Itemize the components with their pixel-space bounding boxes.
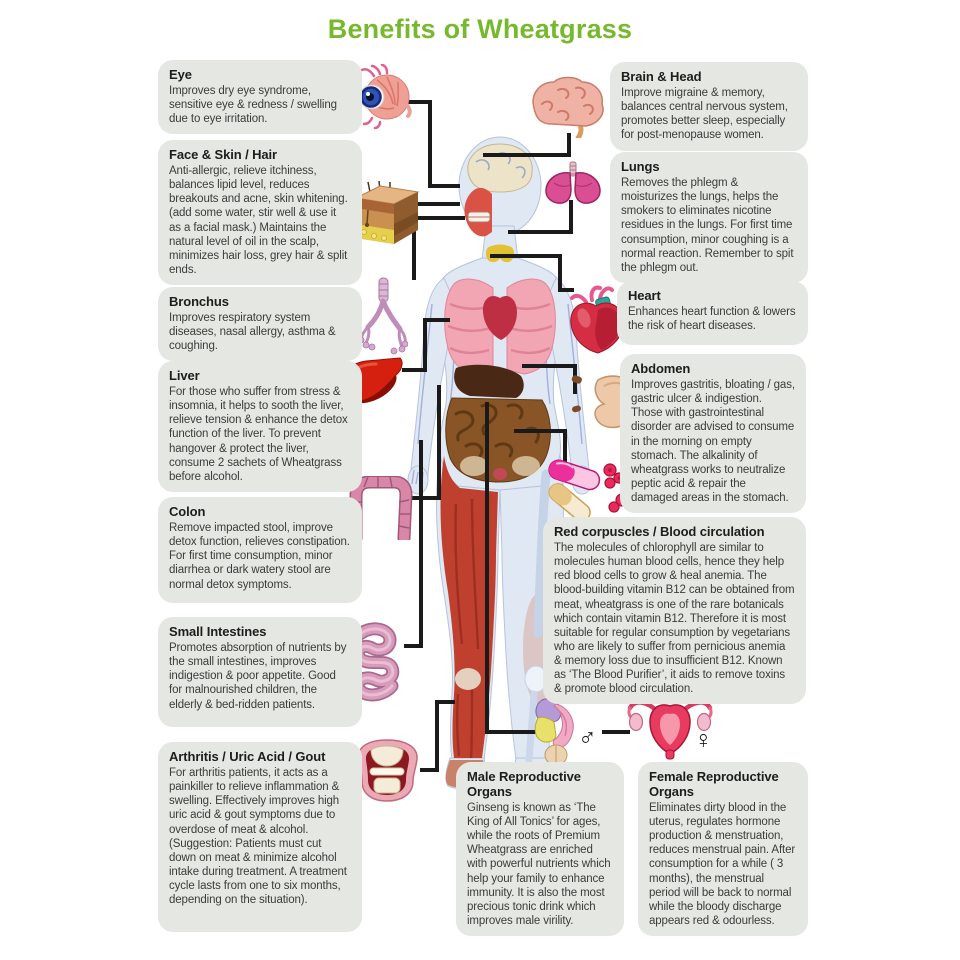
- info-box-male-reproductive-heading: Male Reproductive Organs: [467, 769, 581, 799]
- connector-line: [522, 364, 577, 368]
- info-box-heart: [617, 281, 808, 345]
- info-box-lungs-body: Removes the phlegm & moisturizes the lungs, helps the smokers to eliminates nicotine residues in the lungs. For first time consumption, minor coughing is a normal reaction. Remember to spit the phlegm out.: [621, 176, 794, 274]
- info-box-arthritis: [158, 742, 362, 932]
- connector-line: [428, 184, 460, 188]
- eye-icon: [360, 64, 414, 130]
- info-box-abdomen-heading: Abdomen: [631, 361, 691, 376]
- connector-line: [435, 700, 455, 704]
- info-box-heart-body: Enhances heart function & lowers the risk of heart diseases.: [628, 305, 796, 333]
- info-box-colon-heading: Colon: [169, 504, 206, 519]
- figure-uterus: [493, 468, 507, 480]
- info-box-male-reproductive: [456, 762, 624, 936]
- info-box-face-skin-hair-body: Anti-allergic, relieve itchiness, balances lipid level, reduces breakouts and acne, skin whitening. (add some water, stir well & use it as a facial mask.) Maintains the natural level of oil in the scalp, minimizes hair loss, grey hair & split ends.: [169, 164, 348, 276]
- info-box-lungs-heading: Lungs: [621, 159, 660, 174]
- info-box-brain-head-heading: Brain & Head: [621, 69, 702, 84]
- connector-line: [435, 700, 439, 772]
- connector-line: [423, 318, 427, 372]
- page-title: Benefits of Wheatgrass: [327, 14, 633, 44]
- connector-line: [420, 768, 439, 772]
- lungs-icon: [542, 161, 604, 205]
- info-box-abdomen: [620, 354, 806, 513]
- knee-joint-icon: [354, 738, 422, 802]
- info-box-heart-heading: Heart: [628, 288, 661, 303]
- connector-line: [428, 100, 432, 188]
- info-box-brain-head: [610, 62, 808, 151]
- info-box-small-intestines: [158, 617, 362, 727]
- connector-line: [485, 402, 489, 734]
- info-box-male-reproductive-body: Ginseng is known as ‘The King of All Tonics’ for ages, while the roots of Premium Wheatgrass are enriched with powerful nutrients which help your family to enhance immunity. It is also the most precious tonic drink which improves male virility.: [467, 801, 611, 927]
- info-box-colon: [158, 497, 362, 603]
- info-box-face-skin-hair-heading: Face & Skin / Hair: [169, 147, 278, 162]
- info-box-female-reproductive-heading: Female Reproductive Organs: [649, 769, 779, 799]
- info-box-liver: [158, 361, 362, 492]
- connector-line: [490, 254, 562, 258]
- info-box-bronchus-body: Improves respiratory system diseases, nasal allergy, asthma & coughing.: [169, 311, 336, 353]
- info-box-eye-heading: Eye: [169, 67, 192, 82]
- connector-line: [404, 644, 423, 648]
- info-box-red-corpuscles-heading: Red corpuscles / Blood circulation: [554, 524, 765, 539]
- connector-line: [514, 429, 567, 433]
- connector-line: [423, 318, 450, 322]
- connector-line: [419, 440, 423, 648]
- info-box-eye-body: Improves dry eye syndrome, sensitive eye & redness / swelling due to eye irritation.: [169, 84, 337, 126]
- connector-line: [437, 385, 441, 500]
- male-reproductive-icon: [532, 696, 584, 766]
- connector-line: [558, 254, 562, 292]
- info-box-small-intestines-heading: Small Intestines: [169, 624, 267, 639]
- male-symbol: ♂: [578, 724, 597, 752]
- info-box-abdomen-body: Improves gastritis, bloating / gas, gastric ulcer & indigestion. Those with gastrointestinal disorder are advised to consume in the morning on empty stomach. The alkalinity of wheatgrass works to neutralize peptic acid & repair the damaged areas in the stomach.: [631, 378, 795, 505]
- info-box-arthritis-body: For arthritis patients, it acts as a painkiller to relieve inflammation & swelling. Effectively improves high uric acid & gout symptoms due to overdose of meat & alcohol. (Suggestion: Patients must cut down on meat & minimize alcohol intake during treatment. A treatment cycle lasts from one to six months, depending on the situation).: [169, 766, 347, 907]
- info-box-face-skin-hair: [158, 140, 362, 285]
- info-box-lungs: [610, 152, 808, 283]
- connector-line: [508, 230, 573, 234]
- female-symbol: ♀: [694, 726, 713, 754]
- info-box-red-corpuscles: [543, 517, 806, 704]
- info-box-female-reproductive-body: Eliminates dirty blood in the uterus, regulates hormone production & menstruation, reduces menstrual pain. After consumption for a while ( 3 months), the menstrual period will be back to normal while the bloody discharge appears red & odourless.: [649, 801, 796, 927]
- connector-line: [569, 200, 573, 234]
- info-box-female-reproductive: [638, 762, 808, 936]
- connector-line: [483, 153, 571, 157]
- info-box-liver-body: For those who suffer from stress & insomnia, it helps to sooth the liver, relieve tension & enhance the detox function of the liver. To prevent hangover & protect the liver, consume 2 sachets of Wheatgrass before alcohol.: [169, 385, 348, 483]
- info-box-bronchus: [158, 287, 362, 361]
- info-box-small-intestines-body: Promotes absorption of nutrients by the small intestines, improves indigestion & poor appetite. Good for malnourished children, the elderly & bed-ridden patients.: [169, 641, 347, 711]
- info-box-brain-head-body: Improve migraine & memory, balances central nervous system, promotes better sleep, especially for post-menopause women.: [621, 86, 788, 142]
- info-box-colon-body: Remove impacted stool, improve detox function, relieves constipation. For first time consumption, minor diarrhea or dark watery stool are normal detox symptoms.: [169, 521, 350, 591]
- info-box-red-corpuscles-body: The molecules of chlorophyll are similar to molecules human blood cells, hence they help red blood cells to grow & heal anemia. The blood-building vitamin B12 can be obtained from meat, wheatgrass is one of the rare botanicals which contain vitamin B12. Therefore it is most suitable for regular consumption by vegetarians who are likely to suffer from pernicious anemia & memory loss due to insufficient B12. Known as ‘The Blood Purifier’, it aids to remove toxins & promote blood circulation.: [554, 541, 795, 696]
- info-box-liver-heading: Liver: [169, 368, 200, 383]
- info-box-arthritis-heading: Arthritis / Uric Acid / Gout: [169, 749, 326, 764]
- bronchus-icon: [358, 277, 408, 355]
- brain-icon: [528, 74, 608, 138]
- info-box-bronchus-heading: Bronchus: [169, 294, 229, 309]
- connector-line: [485, 730, 538, 734]
- info-box-eye: [158, 60, 362, 134]
- blood-cells-capsules-icon: [540, 458, 630, 522]
